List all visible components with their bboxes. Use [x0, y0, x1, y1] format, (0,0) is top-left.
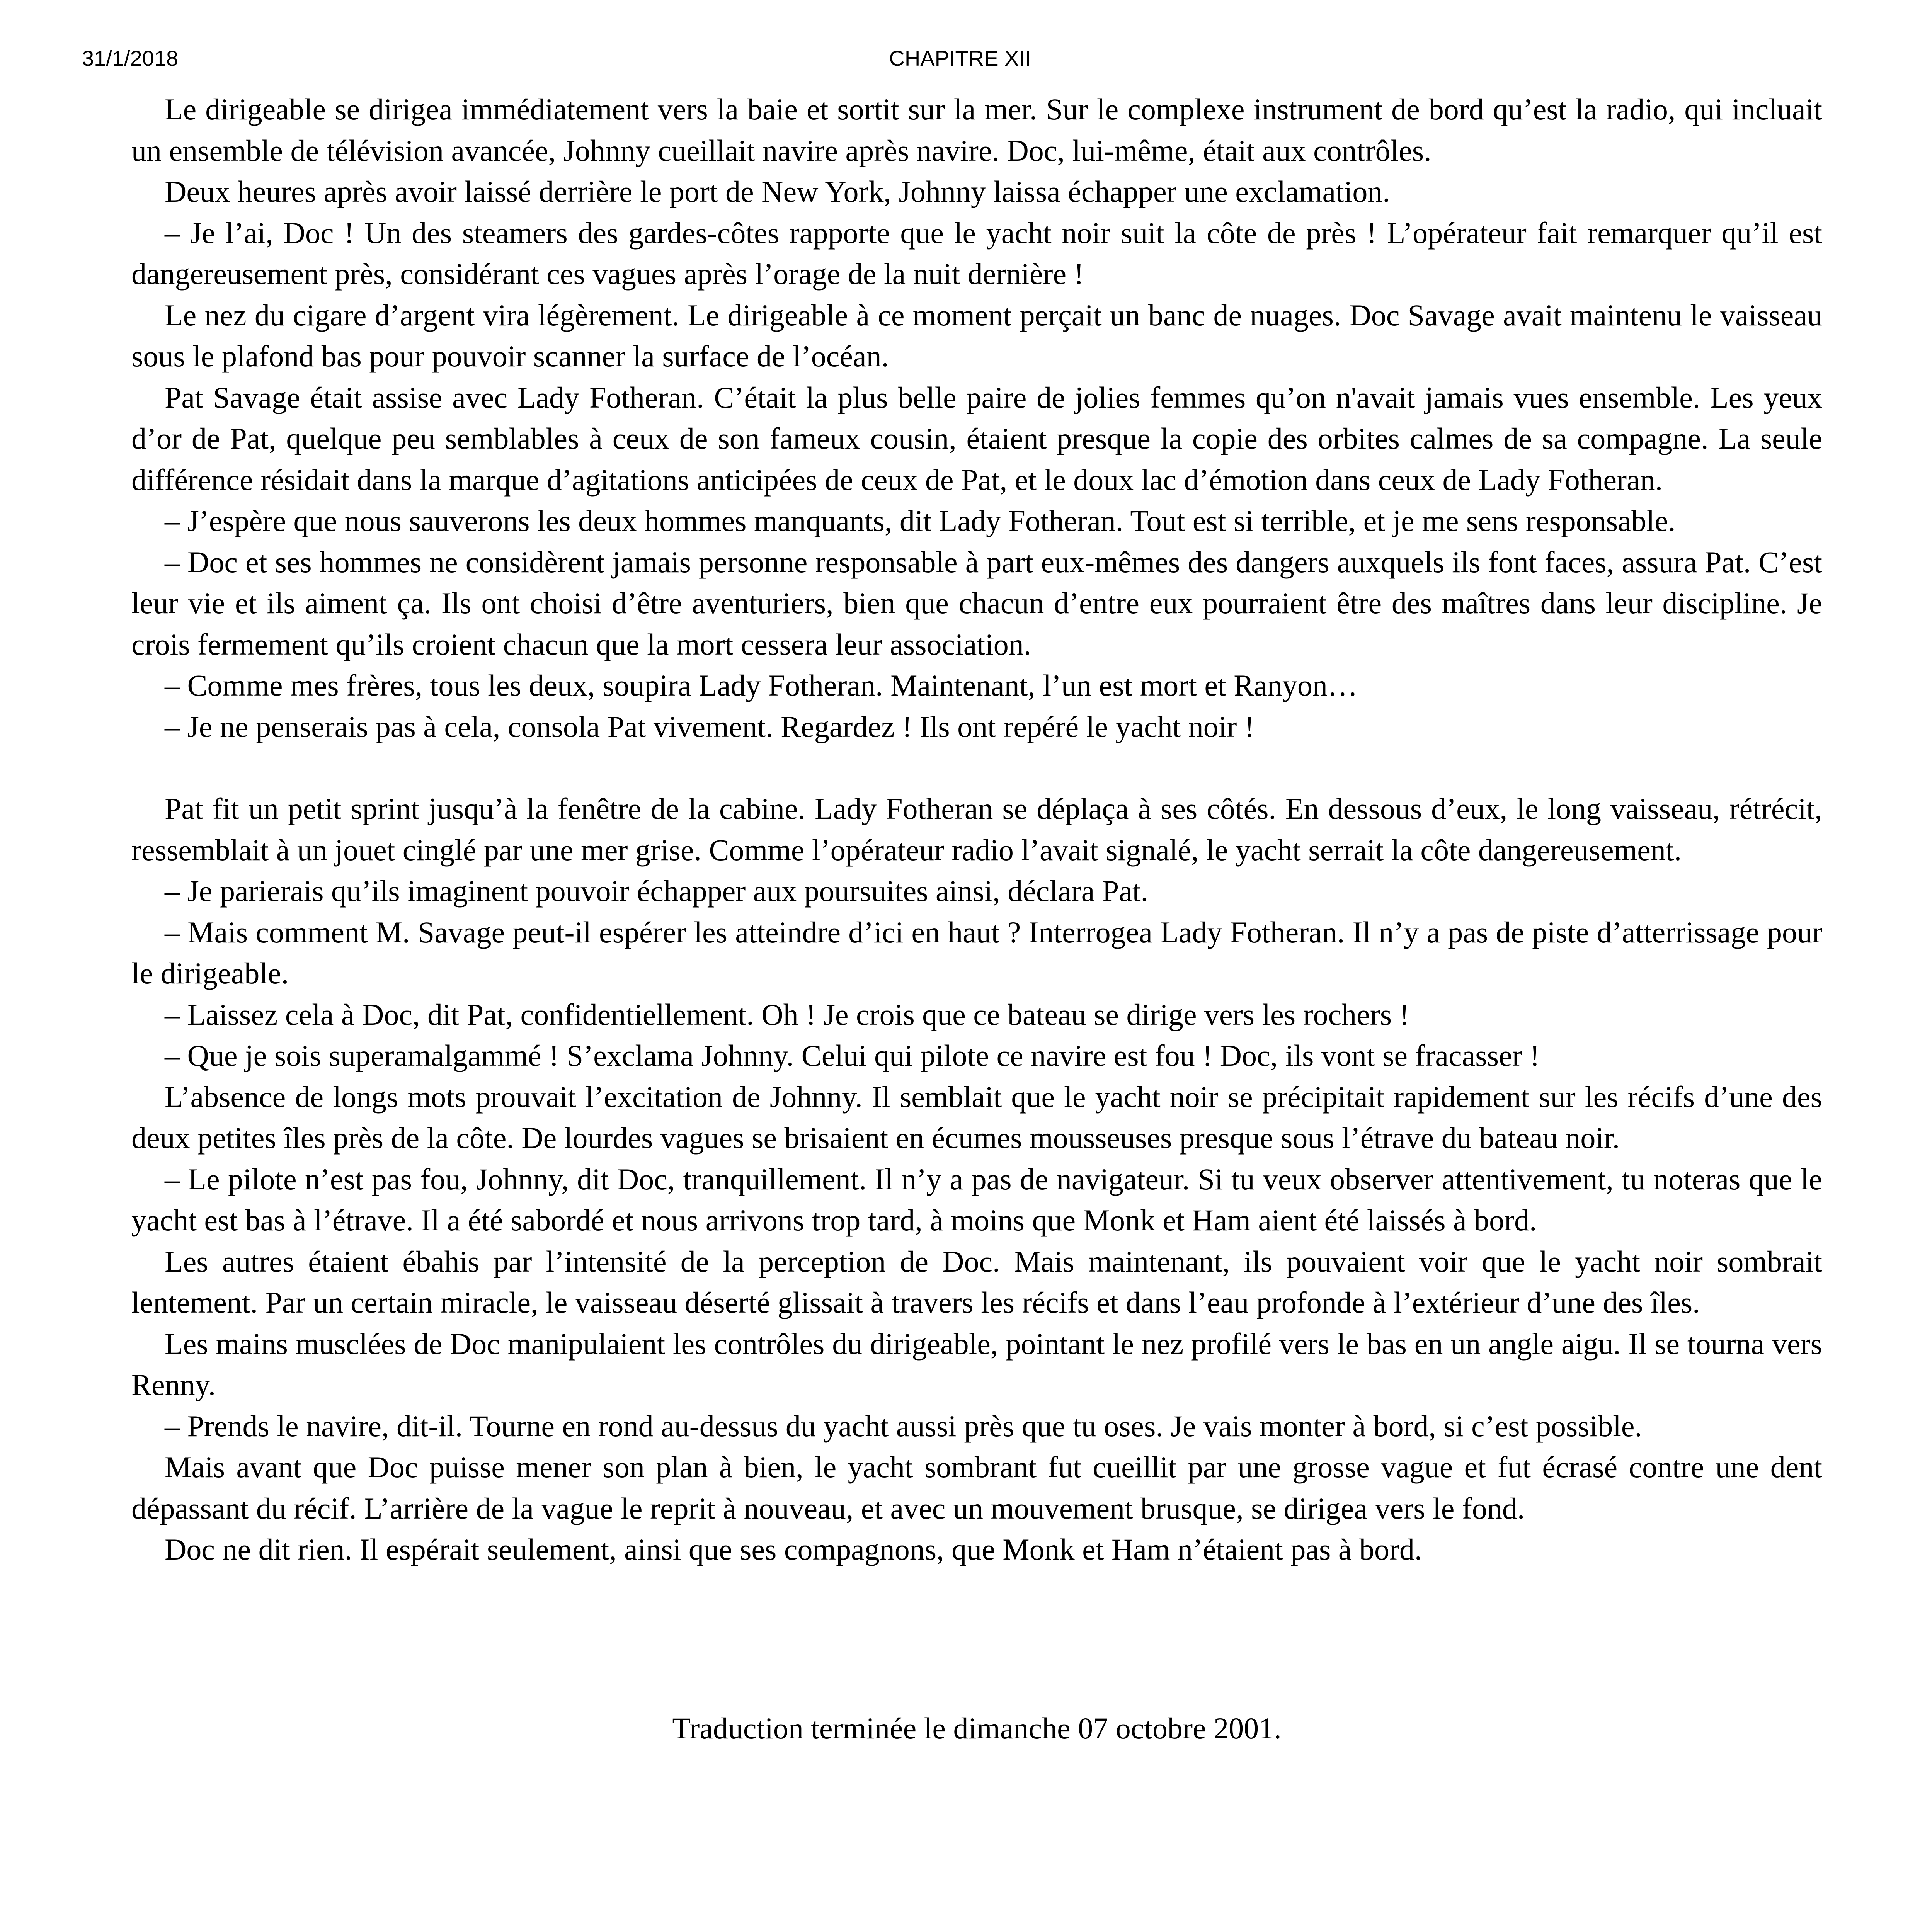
paragraph: – Comme mes frères, tous les deux, soupira Lady Fotheran. Maintenant, l’un est mort et Ranyon… — [165, 668, 1358, 702]
paragraph: – Je l’ai, Doc ! Un des steamers des gardes-côtes rapporte que le yacht noir suit la côte de près ! L’opérateur fait remarquer qu’il est dangereusement près, considérant ces vagues après l’orage de la nuit dernière ! — [131, 216, 1822, 291]
paragraph: Deux heures après avoir laissé derrière le port de New York, Johnny laissa échapper une exclamation. — [165, 175, 1390, 208]
paragraph: – Que je sois superamalgammé ! S’exclama Johnny. Celui qui pilote ce navire est fou ! Doc, ils vont se fracasser ! — [165, 1039, 1540, 1072]
section-break — [131, 747, 1822, 788]
paragraph: – Prends le navire, dit-il. Tourne en rond au-dessus du yacht aussi près que tu oses. Je vais monter à bord, si c’est possible. — [165, 1409, 1642, 1443]
paragraph: – Doc et ses hommes ne considèrent jamais personne responsable à part eux-mêmes des dangers auxquels ils font faces, assura Pat. C’est leur vie et ils aiment ça. Ils ont choisi d’être aventuriers, bien que chacun d’entre eux pourraient être des maîtres dans leur discipline. Je crois fermement qu’ils croient chacun que la mort cessera leur association. — [131, 545, 1822, 661]
paragraph: Le dirigeable se dirigea immédiatement vers la baie et sortit sur la mer. Sur le complexe instrument de bord qu’est la radio, qui incluait un ensemble de télévision avancée, Johnny cueillait navire après navire. Doc, lui-même, était aux contrôles. — [131, 92, 1822, 167]
paragraph: Pat Savage était assise avec Lady Fotheran. C’était la plus belle paire de jolies femmes qu’on n'avait jamais vues ensemble. Les yeux d’or de Pat, quelque peu semblables à ceux de son fameux cousin, étaient presque la copie des orbites calmes de sa compagne. La seule différence résidait dans la marque d’agitations anticipées de ceux de Pat, et le doux lac d’émotion dans ceux de Lady Fotheran. — [131, 380, 1822, 497]
paragraph: Pat fit un petit sprint jusqu’à la fenêtre de la cabine. Lady Fotheran se déplaça à ses côtés. En dessous d’eux, le long vaisseau, rétrécit, ressemblait à un jouet cinglé par une mer grise. Comme l’opérateur radio l’avait signalé, le yacht serrait la côte dangereusement. — [131, 792, 1822, 867]
paragraph: – Mais comment M. Savage peut-il espérer les atteindre d’ici en haut ? Interrogea Lady Fotheran. Il n’y a pas de piste d’atterrissage pour le dirigeable. — [131, 915, 1822, 990]
chapter-text — [131, 89, 1822, 1749]
header-date: 31/1/2018 — [82, 46, 179, 70]
paragraph: Le nez du cigare d’argent vira légèrement. Le dirigeable à ce moment perçait un banc de nuages. Doc Savage avait maintenu le vaisseau sous le plafond bas pour pouvoir scanner la surface de l’océan. — [131, 298, 1822, 373]
paragraph: Doc ne dit rien. Il espérait seulement, ainsi que ses compagnons, que Monk et Ham n’étaient pas à bord. — [165, 1532, 1422, 1566]
translation-end-note: Traduction terminée le dimanche 07 octobre 2001. — [672, 1711, 1282, 1745]
paragraph: Les mains musclées de Doc manipulaient les contrôles du dirigeable, pointant le nez profilé vers le bas en un angle aigu. Il se tourna vers Renny. — [131, 1327, 1822, 1401]
paragraph: – Le pilote n’est pas fou, Johnny, dit Doc, tranquillement. Il n’y a pas de navigateur. Si tu veux observer attentivement, tu noteras que le yacht est bas à l’étrave. Il a été sabordé et nous arrivons trop tard, à moins que Monk et Ham aient été laissés à bord. — [131, 1162, 1822, 1237]
paragraph: – Je parierais qu’ils imaginent pouvoir échapper aux poursuites ainsi, déclara Pat. — [165, 874, 1149, 908]
paragraph: Les autres étaient ébahis par l’intensité de la perception de Doc. Mais maintenant, ils pouvaient voir que le yacht noir sombrait lentement. Par un certain miracle, le vaisseau déserté glissait à travers les récifs et dans l’eau profonde à l’extérieur d’une des îles. — [131, 1244, 1822, 1319]
paragraph: – Je ne penserais pas à cela, consola Pat vivement. Regardez ! Ils ont repéré le yacht noir ! — [165, 709, 1254, 743]
paragraph: Mais avant que Doc puisse mener son plan à bien, le yacht sombrant fut cueillit par une grosse vague et fut écrasé contre une dent dépassant du récif. L’arrière de la vague le reprit à nouveau, et avec un mouvement brusque, se dirigea vers le fond. — [131, 1450, 1822, 1525]
paragraph: L’absence de longs mots prouvait l’excitation de Johnny. Il semblait que le yacht noir se précipitait rapidement sur les récifs d’une des deux petites îles près de la côte. De lourdes vagues se brisaient en écumes mousseuses presque sous l’étrave du bateau noir. — [131, 1080, 1822, 1155]
paragraph: – J’espère que nous sauverons les deux hommes manquants, dit Lady Fotheran. Tout est si terrible, et je me sens responsable. — [165, 504, 1676, 537]
header-chapter-title: CHAPITRE XII — [889, 46, 1031, 70]
paragraph: – Laissez cela à Doc, dit Pat, confidentiellement. Oh ! Je crois que ce bateau se dirige vers les rochers ! — [165, 997, 1409, 1031]
